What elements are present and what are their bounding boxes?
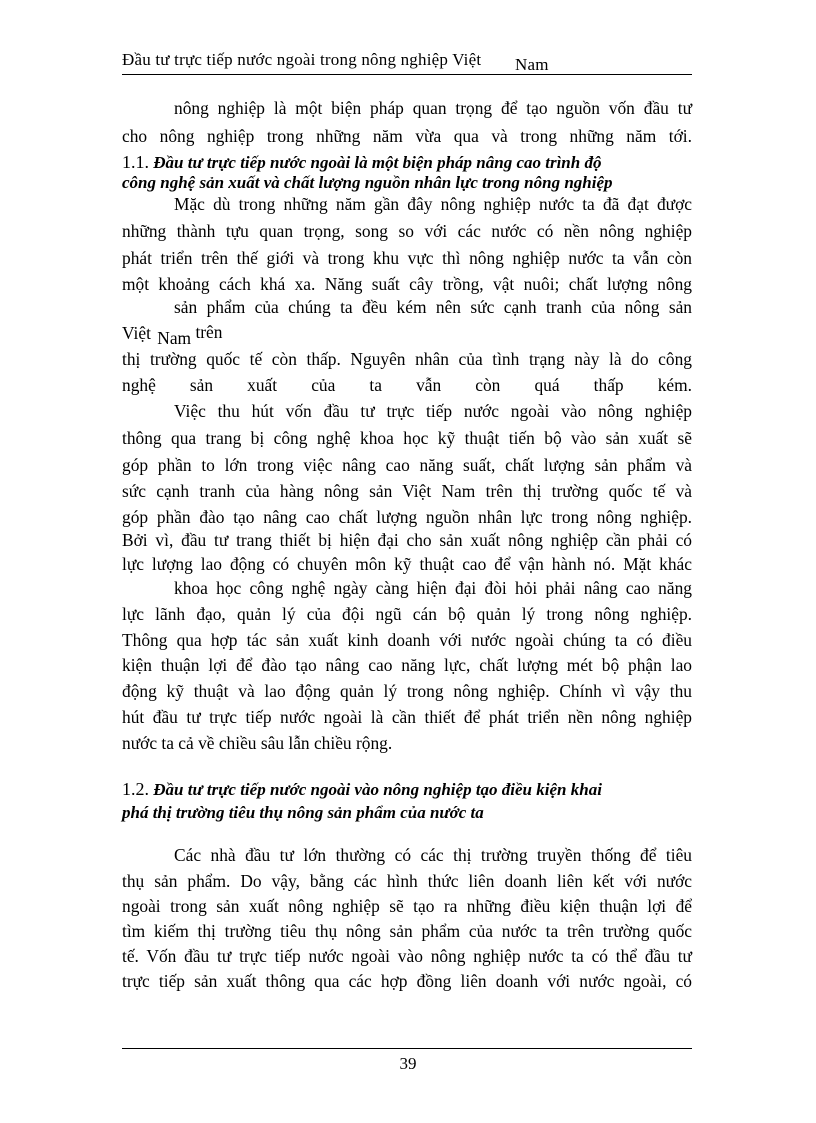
paragraph-line: phát triển trên thế giới và trong khu vực thì nông nghiệp nước ta vẫn còn (122, 248, 692, 268)
paragraph-line: tìm kiếm thị trường tiêu thụ nông sản phẩm của nước ta trên trường quốc (122, 921, 692, 941)
paragraph-line: lực lãnh đạo, quản lý của đội ngũ cán bộ quản lý trong nông nghiệp. (122, 604, 692, 624)
running-header-title: Đầu tư trực tiếp nước ngoài trong nông nghiệp Việt (122, 50, 482, 69)
paragraph-line: lực lượng lao động có chuyên môn kỹ thuật cao để vận hành nó. Mặt khác (122, 554, 692, 574)
paragraph-line: Bởi vì, đầu tư trang thiết bị hiện đại cho sản xuất nông nghiệp cần phải có (122, 530, 692, 550)
paragraph-line: Các nhà đầu tư lớn thường có các thị trường truyền thống để tiêu (174, 845, 692, 865)
paragraph-line: trực tiếp sản xuất thông qua các hợp đồng liên doanh với nước ngoài, có (122, 971, 692, 991)
paragraph-line: khoa học công nghệ ngày càng hiện đại đòi hỏi phải nâng cao năng (174, 578, 692, 598)
paragraph-line: Thông qua hợp tác sản xuất kinh doanh với nước ngoài chúng ta có điều (122, 630, 692, 650)
word: trên (195, 322, 223, 342)
paragraph-line: Mặc dù trong những năm gần đây nông nghiệp nước ta đã đạt được (174, 194, 692, 214)
paragraph-line: thông qua trang bị công nghệ khoa học kỹ thuật tiến bộ vào sản xuất sẽ (122, 428, 692, 448)
paragraph-line: hút đầu tư trực tiếp nước ngoài là cần thiết để phát triển nền nông nghiệp (122, 707, 692, 727)
paragraph-line: nông nghiệp là một biện pháp quan trọng để tạo nguồn vốn đầu tư (174, 98, 692, 118)
footer-divider (122, 1048, 692, 1049)
section-heading-1-2 (122, 779, 697, 800)
paragraph-line: kiện thuận lợi để đào tạo nâng cao năng lực, chất lượng mét bộ phận lao (122, 655, 692, 675)
section-title-line: Đầu tư trực tiếp nước ngoài là một biện pháp nâng cao trình độ (153, 153, 602, 172)
paragraph-line: góp phần đào tạo nâng cao chất lượng nguồn nhân lực trong nông nghiệp. (122, 507, 692, 527)
paragraph-line: sức cạnh tranh của hàng nông sản Việt Nam trên thị trường quốc tế và (122, 481, 692, 501)
paragraph-line: thụ sản phẩm. Do vậy, bằng các hình thức liên doanh liên kết với nước (122, 871, 692, 891)
section-number: 1.2. (122, 779, 149, 799)
section-title-line: Đầu tư trực tiếp nước ngoài vào nông nghiệp tạo điều kiện khai (153, 780, 602, 799)
paragraph-line: thị trường quốc tế còn thấp. Nguyên nhân của tình trạng này là do công (122, 349, 692, 369)
paragraph-line: nghệ sản xuất của ta vẫn còn quá thấp kém. (122, 375, 692, 395)
running-header-title-sub: Nam (515, 55, 549, 74)
paragraph-line: Việc thu hút vốn đầu tư trực tiếp nước ngoài vào nông nghiệp (174, 401, 692, 421)
paragraph-line: nước ta cả về chiều sâu lẫn chiều rộng. (122, 733, 393, 753)
page-number: 39 (399, 1054, 417, 1073)
paragraph-line: động kỹ thuật và lao động quản lý trong nông nghiệp. Chính vì vậy thu (122, 681, 692, 701)
paragraph-line: một khoảng cách khá xa. Năng suất cây trồng, vật nuôi; chất lượng nông (122, 274, 692, 294)
section-number: 1.1. (122, 152, 149, 172)
word: Nam (157, 328, 192, 348)
paragraph-line: tế. Vốn đầu tư trực tiếp nước ngoài vào nông nghiệp nước ta có thể đầu tư (122, 946, 692, 966)
paragraph-line: góp phần to lớn trong việc nâng cao năng suất, chất lượng sản phẩm và (122, 455, 692, 475)
paragraph-line: sản phẩm của chúng ta đều kém nên sức cạnh tranh của nông sản (174, 297, 692, 317)
section-title-line: công nghệ sản xuất và chất lượng nguồn nhân lực trong nông nghiệp (122, 173, 613, 192)
paragraph-line: cho nông nghiệp trong những năm vừa qua và trong những năm tới. (122, 126, 692, 146)
paragraph-line: những thành tựu quan trọng, song so với các nước có nền nông nghiệp (122, 221, 692, 241)
section-heading-1-1 (122, 152, 697, 173)
section-title-line: phá thị trường tiêu thụ nông sản phẩm của nước ta (122, 803, 484, 822)
paragraph-line: ngoài trong sản xuất nông nghiệp sẽ tạo ra những điều kiện thuận lợi để (122, 896, 692, 916)
word: Việt (122, 323, 151, 343)
paragraph-line-viet-nam (122, 322, 692, 348)
running-header (122, 46, 692, 75)
